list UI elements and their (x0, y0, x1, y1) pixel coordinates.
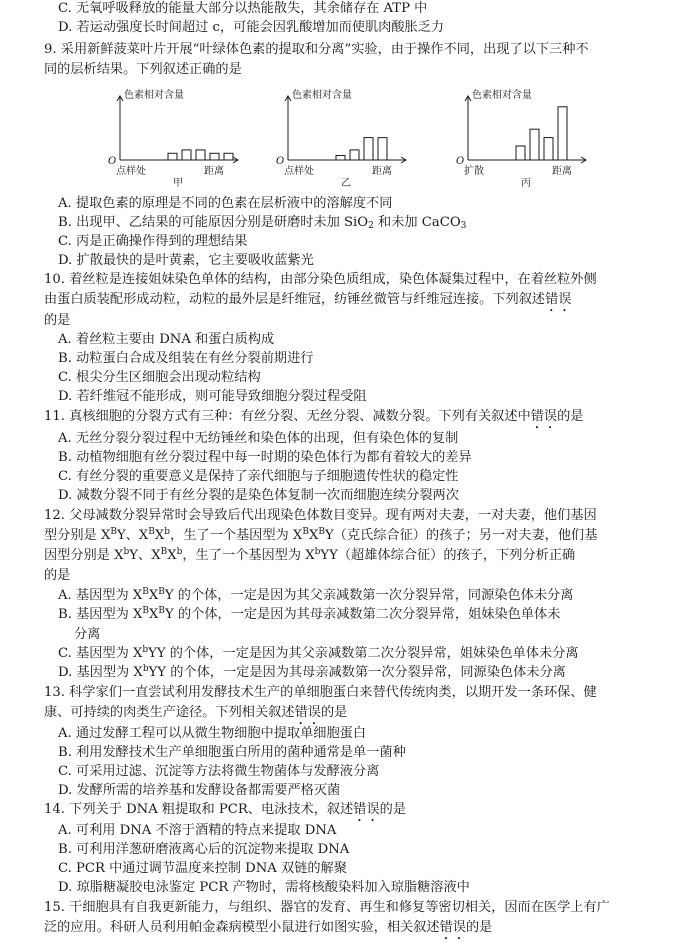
pigment-band-1 (516, 146, 525, 160)
q10-option-a: A. 着丝粒主要由 DNA 和蛋白质构成 (58, 332, 275, 347)
pigment-band-3 (364, 138, 373, 160)
end-label: 距离 (552, 166, 572, 177)
pigment-band-2 (350, 150, 359, 160)
q15-stem-line1: 15. 干细胞具有自我更新能力，与组织、器官的发育、再生和修复等密切相关，因而在医学上有广 (44, 900, 610, 915)
q10-stem-line2: 由蛋白质装配形成动粒，动粒的最外层是纤维冠，纺锤丝微管与纤维冠连接。下列叙述错误 (44, 292, 572, 307)
origin-label: O (276, 156, 285, 167)
start-label: 点样处 (284, 166, 314, 177)
start-label: 点样处 (116, 166, 146, 177)
pigment-band-2 (182, 150, 191, 160)
q12-stem-line1: 12. 父母减数分裂异常时会导致后代出现染色体数目变异。现有两对夫妻，一对夫妻，他们基因 (44, 508, 597, 523)
q12-option-b-cont: 分离 (74, 627, 101, 642)
q13-option-a: A. 通过发酵工程可以从微生物细胞中提取单细胞蛋白 (58, 726, 367, 741)
q10-option-b: B. 动粒蛋白合成及组装在有丝分裂前期进行 (58, 351, 314, 366)
q13-stem-line2: 康、可持续的肉类生产途径。下列相关叙述错误的是 (44, 705, 348, 720)
q8-option-c: C. 无氧呼吸释放的能量大部分以热能散失，其余储存在 ATP 中 (58, 1, 428, 16)
start-label: 扩散 (464, 166, 484, 177)
panel-name: 乙 (341, 178, 351, 189)
end-label: 距离 (372, 166, 392, 177)
q13-option-c: C. 可采用过滤、沉淀等方法将微生物菌体与发酵液分离 (58, 764, 380, 779)
y-axis-label: 色素相对含量 (472, 90, 532, 101)
q10-stem-line1: 10. 着丝粒是连接姐妹染色单体的结构，由部分染色质组成，染色体凝集过程中，在着丝粒外侧 (44, 272, 597, 287)
y-axis-label: 色素相对含量 (124, 90, 184, 101)
q10-option-d: D. 若纤维冠不能形成，则可能导致细胞分裂过程受阻 (58, 389, 367, 404)
q13-stem-line1: 13. 科学家们一直尝试利用发酵技术生产的单细胞蛋白来替代传统肉类，以期开发一条环保、健 (44, 685, 597, 700)
q15-stem-line2: 泛的应用。科研人员利用帕金森病模型小鼠进行如图实验，相关叙述错误的是 (44, 920, 493, 935)
q9-stem-line1: 9. 采用新鲜菠菜叶片开展“叶绿体色素的提取和分离”实验，由于操作不同，出现了以下三种不 (44, 42, 589, 57)
pigment-band-1 (168, 153, 177, 160)
q12-stem-line3: 因型分别是 $X^bY$、$X^BX^b$，生了一个基因型为 $X^bYY$（超雄体综合征）的孩子，下列分析正确 (44, 547, 576, 563)
q9-option-b: B. 出现甲、乙结果的可能原因分别是研磨时未加 SiO$_2$ 和未加 CaCO$_3$ (58, 215, 467, 231)
pigment-band-3 (196, 150, 205, 160)
q14-option-c: C. PCR 中通过调节温度来控制 DNA 双链的解聚 (58, 861, 347, 876)
panel-name: 甲 (173, 178, 183, 189)
pigment-band-1 (336, 156, 345, 160)
origin-label: O (456, 156, 465, 167)
q8-option-d: D. 若运动强度长时间超过 c，可能会因乳酸增加而使肌肉酸胀乏力 (58, 20, 445, 35)
q14-option-d: D. 琼脂糖凝胶电泳鉴定 PCR 产物时，需将核酸染料加入琼脂糖溶液中 (58, 880, 470, 895)
chromatography-panel-jia (104, 84, 254, 190)
q9-stem-line2: 同的层析结果。下列叙述正确的是 (44, 62, 242, 77)
q9-option-c: C. 丙是正确操作得到的理想结果 (58, 234, 248, 249)
pigment-band-4 (210, 153, 219, 160)
q14-option-a: A. 可利用 DNA 不溶于酒精的特点来提取 DNA (58, 823, 337, 838)
q12-stem-line2: 型分别是 $X^BY$、$X^BX^b$，生了一个基因型为 $X^BX^BY$（克氏综合征）的孩子；另一对夫妻，他们基 (44, 527, 598, 543)
q11-option-d: D. 减数分裂不同于有丝分裂的是染色体复制一次而细胞连续分裂两次 (58, 488, 459, 503)
q13-option-b: B. 利用发酵技术生产单细胞蛋白所用的菌种通常是单一菌种 (58, 745, 406, 760)
pigment-band-4 (378, 138, 387, 160)
pigment-band-4 (558, 107, 567, 160)
panel-jia-svg (104, 84, 254, 190)
q12-option-a: A. 基因型为 $X^BX^BY$ 的个体，一定是因为其父亲减数第一次分裂异常，同源染色体未分离 (58, 587, 574, 603)
pigment-band-5 (224, 153, 233, 160)
pigment-band-3 (544, 138, 553, 160)
q12-option-d: D. 基因型为 $X^bYY$ 的个体，一定是因为其母亲减数第一次分裂异常，同源染色体未分离 (58, 664, 566, 680)
q11-option-a: A. 无丝分裂分裂过程中无纺锤丝和染色体的出现，但有染色体的复制 (58, 431, 459, 446)
panel-yi-svg (272, 84, 422, 190)
q11-stem: 11. 真核细胞的分裂方式有三种：有丝分裂、无丝分裂、减数分裂。下列有关叙述中错误的是 (44, 409, 584, 424)
q13-option-d: D. 发酵所需的培养基和发酵设备都需要严格灭菌 (58, 783, 341, 798)
q14-stem: 14. 下列关于 DNA 粗提取和 PCR、电泳技术，叙述错误的是 (44, 802, 407, 817)
q10-option-c: C. 根尖分生区细胞会出现动粒结构 (58, 370, 261, 385)
chromatography-panel-yi (272, 84, 422, 190)
end-label: 距离 (204, 166, 224, 177)
q9-option-d: D. 扩散最快的是叶黄素，它主要吸收蓝紫光 (58, 253, 314, 268)
chromatography-panel-bing (452, 84, 602, 190)
q10-stem-line3: 的是 (44, 313, 71, 328)
q14-option-b: B. 可利用洋葱研磨液离心后的沉淀物来提取 DNA (58, 842, 350, 857)
q11-option-b: B. 动植物细胞有丝分裂过程中每一时期的染色体行为都有着较大的差异 (58, 450, 472, 465)
q12-option-b: B. 基因型为 $X^BX^BY$ 的个体，一定是因为其母亲减数第二次分裂异常，姐妹染色单体未 (58, 606, 561, 622)
pigment-band-2 (530, 129, 539, 160)
q12-option-c: C. 基因型为 $X^bYY$ 的个体，一定是因为其父亲减数第二次分裂异常，姐妹染色单体未分离 (58, 645, 579, 661)
origin-label: O (108, 156, 117, 167)
q11-option-c: C. 有丝分裂的重要意义是保持了亲代细胞与子细胞遗传性状的稳定性 (58, 469, 459, 484)
q12-stem-line4: 的是 (44, 568, 71, 583)
y-axis-label: 色素相对含量 (292, 90, 352, 101)
panel-bing-svg (452, 84, 602, 190)
q9-option-a: A. 提取色素的原理是不同的色素在层析液中的溶解度不同 (58, 196, 393, 211)
panel-name: 丙 (521, 178, 531, 189)
